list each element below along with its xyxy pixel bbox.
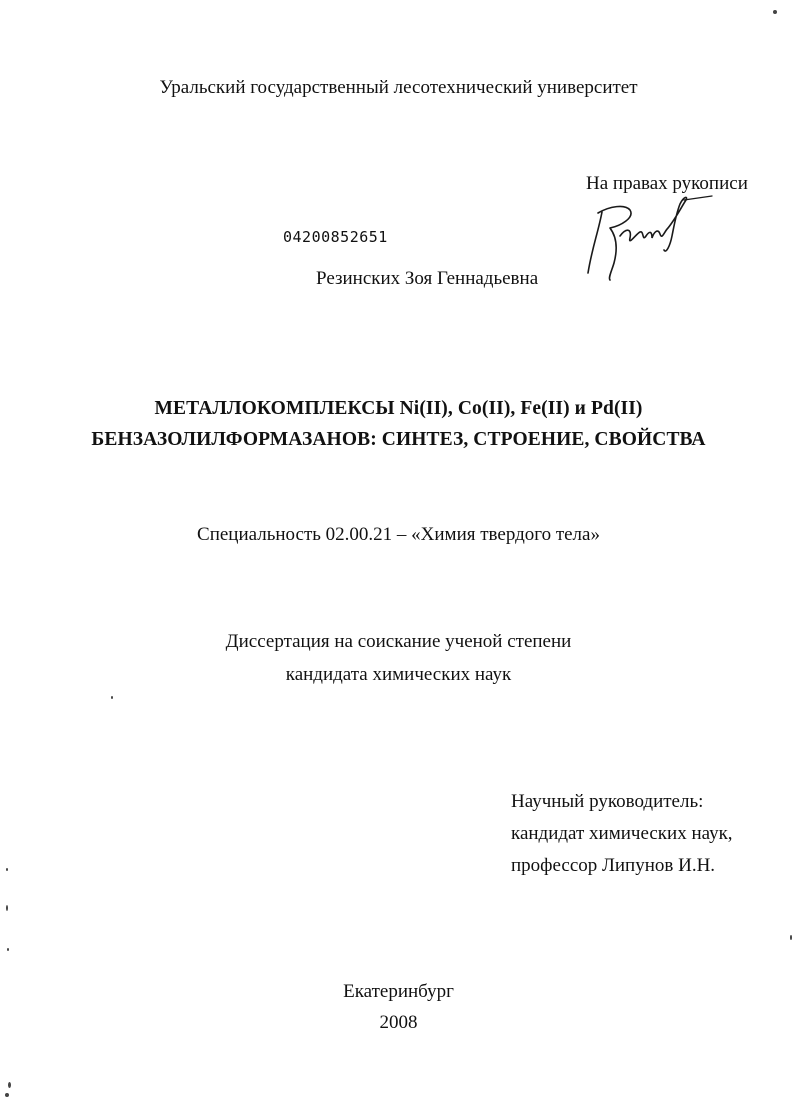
- scan-speck: [6, 868, 8, 871]
- scan-speck: [790, 935, 792, 940]
- supervisor-degree: кандидат химических наук,: [511, 823, 733, 844]
- year: 2008: [379, 1012, 418, 1033]
- supervisor-name: профессор Липунов И.Н.: [511, 855, 716, 876]
- scan-speck: [773, 10, 777, 14]
- dissertation-title-line-2: БЕНЗАЗОЛИЛФОРМАЗАНОВ: СИНТЕЗ, СТРОЕНИЕ, СВОЙСТВА: [91, 429, 706, 450]
- university-name: Уральский государственный лесотехнический университет: [159, 77, 638, 98]
- scan-speck: [111, 696, 113, 699]
- supervisor-heading: Научный руководитель:: [511, 791, 704, 812]
- scan-speck: [5, 1093, 9, 1097]
- scan-speck: [8, 1082, 11, 1088]
- catalog-number: 04200852651: [283, 228, 388, 246]
- author-name: Резинских Зоя Геннадьевна: [316, 268, 539, 289]
- degree-line-1: Диссертация на соискание ученой степени: [225, 631, 572, 652]
- scan-speck: [7, 948, 9, 951]
- specialty: Специальность 02.00.21 – «Химия твердого тела»: [197, 524, 600, 545]
- scan-speck: [6, 905, 8, 911]
- dissertation-title-line-1: МЕТАЛЛОКОМПЛЕКСЫ Ni(II), Co(II), Fe(II) и Pd(II): [154, 398, 643, 419]
- degree-line-2: кандидата химических наук: [285, 664, 512, 685]
- signature-image: [580, 188, 720, 283]
- city: Екатеринбург: [343, 981, 454, 1002]
- manuscript-rights-note: На правах рукописи: [586, 173, 748, 194]
